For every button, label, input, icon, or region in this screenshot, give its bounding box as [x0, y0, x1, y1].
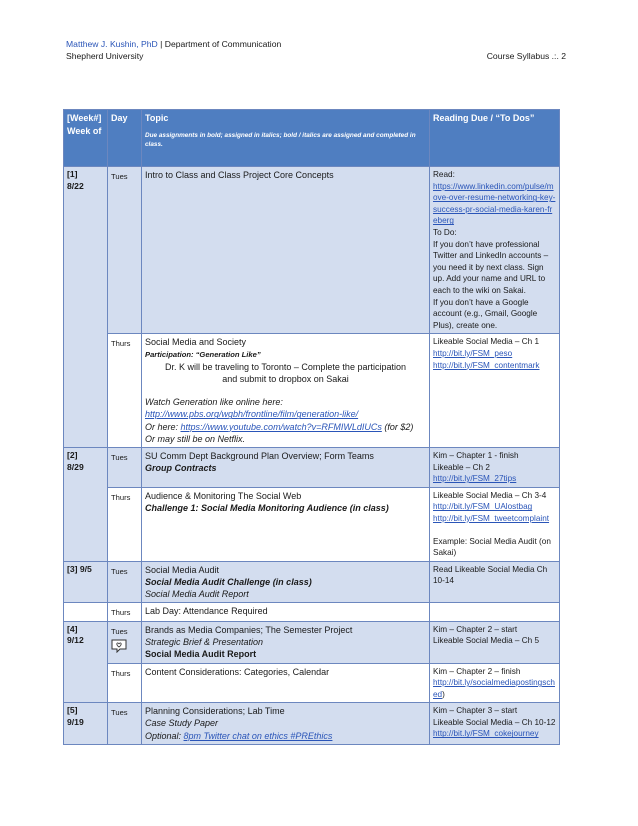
topic-cell [142, 487, 430, 561]
university: Shepherd University [66, 51, 144, 61]
page-label: Course Syllabus .:. 2 [486, 51, 566, 61]
comment-icon[interactable] [111, 639, 127, 653]
reading-cell [430, 167, 560, 334]
read-label: Read: [433, 170, 455, 179]
week-date: 8/29 [67, 461, 84, 472]
day-cell: Tues [108, 447, 142, 487]
day-cell: Thurs [108, 603, 142, 622]
table-row [64, 621, 560, 663]
topic-title: Social Media Audit [145, 564, 220, 575]
topic-due: Social Media Audit Report [145, 649, 257, 660]
department: Department of Communication [164, 39, 282, 49]
topic-title: Brands as Media Companies; The Semester Project [145, 624, 353, 635]
topic-cell [142, 561, 430, 603]
topic-cell [142, 447, 430, 487]
table-row [64, 561, 560, 603]
reading-item: Kim – Chapter 1 - finish [433, 450, 519, 460]
day-cell [108, 621, 142, 663]
netflix-note: Or may still be on Netflix. [145, 433, 246, 444]
week-cell [64, 167, 108, 448]
pbs-link[interactable]: http://www.pbs.org/wgbh/frontline/film/generation-like/ [145, 409, 359, 420]
col-topic-header [142, 110, 430, 167]
youtube-link[interactable]: https://www.youtube.com/watch?v=RFMIWLdIUCs [180, 421, 382, 432]
topic-cell [142, 621, 430, 663]
topic-cell: Content Considerations: Categories, Calendar [142, 663, 430, 703]
topic-cell: Lab Day: Attendance Required [142, 603, 430, 622]
table-row [64, 703, 560, 745]
topic-title: Social Media and Society [145, 337, 247, 348]
day-cell: Thurs [108, 487, 142, 561]
reading-item: Likeable Social Media – Ch 10-12 [433, 717, 556, 727]
table-row [64, 447, 560, 487]
topic-header-note: Due assignments in bold; assigned in italics; bold / italics are assigned and completed in class. [145, 132, 416, 148]
reading-cell [430, 703, 560, 745]
table-row [64, 167, 560, 334]
day-cell: Thurs [108, 663, 142, 703]
topic-title: Planning Considerations; Lab Time [145, 706, 285, 717]
week-number: [1] [67, 169, 78, 179]
reading-cell [430, 447, 560, 487]
week-date: 9/12 [67, 635, 84, 646]
day-cell: Tues [108, 703, 142, 745]
table-row [64, 487, 560, 561]
reading-item: Kim – Chapter 2 – finish [433, 666, 521, 676]
col-day-header: Day [108, 110, 142, 167]
peso-link[interactable]: http://bit.ly/FSM_peso [433, 348, 513, 358]
twitter-chat-link[interactable]: 8pm Twitter chat on ethics #PREthics [183, 730, 333, 741]
week-cell [64, 621, 108, 702]
or-here-label: Or here: [145, 421, 181, 432]
week-number: [2] [67, 449, 78, 460]
lostbag-link[interactable]: http://bit.ly/FSM_UAlostbag [433, 502, 533, 512]
cost-note: (for $2) [381, 421, 414, 432]
reading-cell [430, 663, 560, 703]
week-cell [64, 703, 108, 745]
table-header-row [64, 110, 560, 167]
reading-cell-empty [430, 603, 560, 622]
todo-item: If you don’t have professional Twitter and LinkedIn accounts – you need it by next class. Sign up. Add your name and URL to each to the wiki on Sakai. [433, 239, 549, 295]
week-cell: [3] 9/5 [64, 561, 108, 603]
topic-title: Audience & Monitoring The Social Web [145, 490, 302, 501]
schedule-table [63, 109, 560, 745]
27tips-link[interactable]: http://bit.ly/FSM_27tips [433, 474, 517, 484]
todo-item: If you don’t have a Google account (e.g., Gmail, Google Plus), create one. [433, 297, 538, 330]
reading-item: Kim – Chapter 3 – start [433, 706, 518, 716]
reading-item: Likeable – Ch 2 [433, 462, 490, 472]
reading-item: Likeable Social Media – Ch 3-4 [433, 490, 547, 500]
topic-assigned: Social Media Audit Report [145, 589, 249, 600]
topic-due: Social Media Audit Challenge (in class) [145, 576, 312, 587]
cokejourney-link[interactable]: http://bit.ly/FSM_cokejourney [433, 729, 539, 739]
col-reading-header: Reading Due / “To Dos” [430, 110, 560, 167]
topic-title: SU Comm Dept Background Plan Overview; Form Teams [145, 450, 374, 461]
example-note: Example: Social Media Audit (on Sakai) [433, 536, 551, 558]
linkedin-article-link[interactable]: https://www.linkedin.com/pulse/move-over-resume-networking-key-success-pr-social-media-karen-freberg [433, 181, 556, 226]
optional-label: Optional: [145, 730, 184, 741]
topic-assigned: Strategic Brief & Presentation [145, 637, 264, 648]
contentmark-link[interactable]: http://bit.ly/FSM_contentmark [433, 360, 540, 370]
reading-item: Likeable Social Media – Ch 5 [433, 636, 540, 646]
page-header [66, 38, 566, 62]
week-cell [64, 447, 108, 561]
author-link[interactable]: Matthew J. Kushin, PhD [66, 39, 158, 49]
todo-label: To Do: [433, 227, 457, 237]
watch-note: Watch Generation like online here: [145, 397, 283, 408]
week-number: [5] [67, 705, 78, 716]
topic-cell [142, 703, 430, 745]
reading-item: Likeable Social Media – Ch 1 [433, 337, 540, 347]
reading-cell: Read Likeable Social Media Ch 10-14 [430, 561, 560, 603]
topic-cell [142, 334, 430, 448]
participation-label: Participation: “Generation Like” [145, 349, 261, 359]
week-cell-empty [64, 603, 108, 622]
col-week-header: [Week#] Week of [64, 110, 108, 167]
week-number: [4] [67, 623, 78, 634]
travel-note: Dr. K will be traveling to Toronto – Complete the participation and submit to dropbox on Sakai [165, 361, 406, 384]
topic-due: Challenge 1: Social Media Monitoring Audience (in class) [145, 502, 389, 513]
header-separator: | [157, 39, 165, 49]
topic-cell: Intro to Class and Class Project Core Concepts [142, 167, 430, 334]
close-paren: ) [442, 689, 445, 699]
week-date: 8/22 [67, 180, 84, 191]
day-label: Tues [111, 626, 128, 636]
posting-sched-link[interactable]: http://bit.ly/socialmediapostingsched [433, 678, 555, 699]
table-row [64, 334, 560, 448]
table-row [64, 663, 560, 703]
reading-cell [430, 621, 560, 663]
tweetcomplaint-link[interactable]: http://bit.ly/FSM_tweetcomplaint [433, 513, 550, 523]
week-date: 9/19 [67, 716, 84, 727]
reading-item: Kim – Chapter 2 – start [433, 624, 518, 634]
reading-cell [430, 334, 560, 448]
topic-assigned: Case Study Paper [145, 718, 219, 729]
topic-due: Group Contracts [145, 463, 217, 474]
topic-header-label: Topic [145, 113, 169, 123]
table-row [64, 603, 560, 622]
reading-cell [430, 487, 560, 561]
day-cell: Tues [108, 561, 142, 603]
day-cell: Tues [108, 167, 142, 334]
day-cell: Thurs [108, 334, 142, 448]
